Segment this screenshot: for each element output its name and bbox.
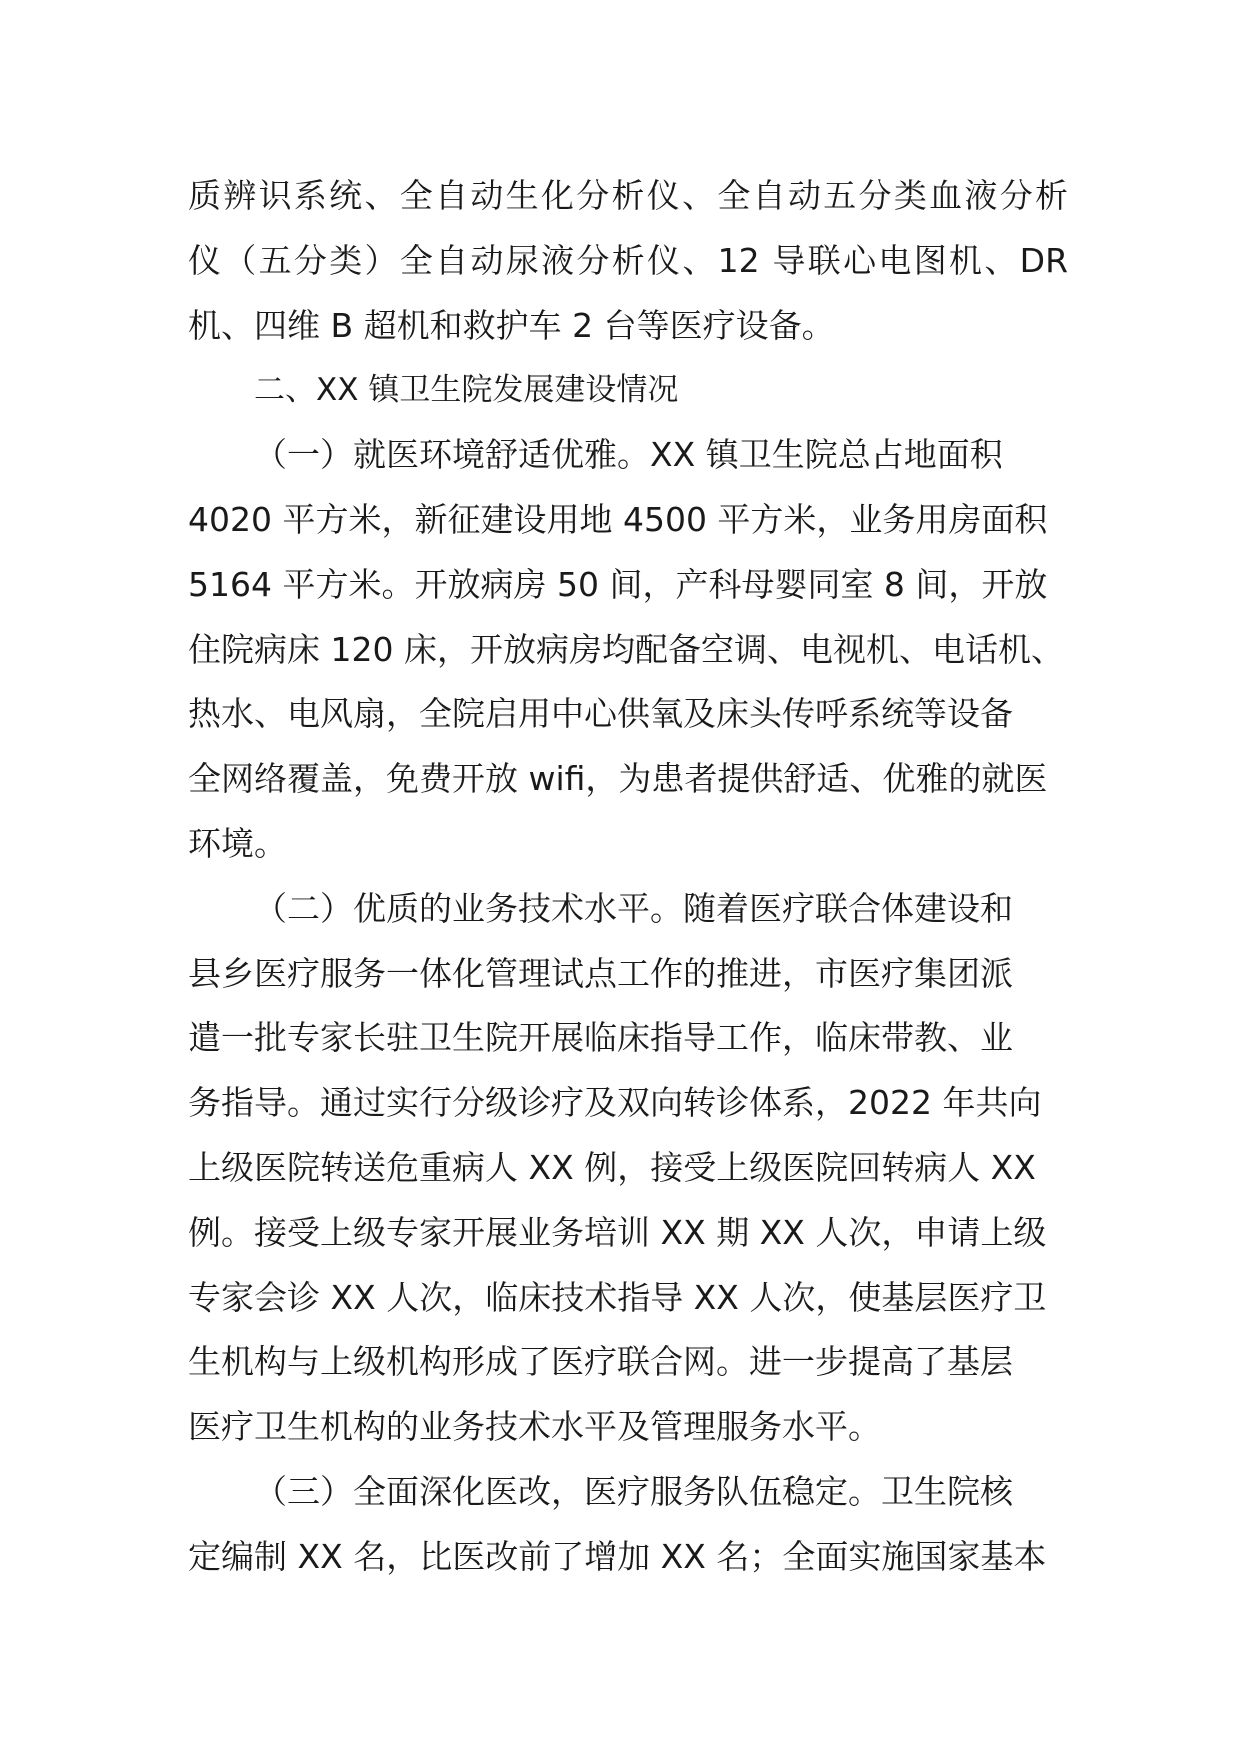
paragraph-line: 住院病床 120 床，开放病房均配备空调、电视机、电话机、: [188, 629, 1064, 669]
paragraph-line: 仪（五分类）全自动尿液分析仪、12 导联心电图机、DR: [188, 240, 1068, 280]
paragraph-line: 5164 平方米。开放病房 50 间，产科母婴同室 8 间，开放: [188, 564, 1048, 604]
paragraph-line: 遣一批专家长驻卫生院开展临床指导工作，临床带教、业: [188, 1018, 1013, 1058]
paragraph-line: （三）全面深化医改，医疗服务队伍稳定。卫生院核: [254, 1471, 1013, 1511]
paragraph-line: 医疗卫生机构的业务技术水平及管理服务水平。: [188, 1407, 881, 1447]
paragraph-line: 4020 平方米，新征建设用地 4500 平方米，业务用房面积: [188, 499, 1048, 539]
paragraph-line: 质辨识系统、全自动生化分析仪、全自动五分类血液分析: [188, 176, 1068, 215]
paragraph-line: 上级医院转送危重病人 XX 例，接受上级医院回转病人 XX: [188, 1147, 1036, 1187]
paragraph-line: 热水、电风扇，全院启用中心供氧及床头传呼系统等设备: [188, 694, 1013, 734]
paragraph-line: 专家会诊 XX 人次，临床技术指导 XX 人次，使基层医疗卫: [188, 1277, 1047, 1317]
paragraph-line: 务指导。通过实行分级诊疗及双向转诊体系，2022 年共向: [188, 1083, 1042, 1123]
section-heading: 二、XX 镇卫生院发展建设情况: [254, 372, 679, 409]
paragraph-line: 例。接受上级专家开展业务培训 XX 期 XX 人次，申请上级: [188, 1212, 1047, 1252]
paragraph-line: 生机构与上级机构形成了医疗联合网。进一步提高了基层: [188, 1342, 1013, 1382]
paragraph-line: 环境。: [188, 823, 287, 863]
paragraph-line: （一）就医环境舒适优雅。XX 镇卫生院总占地面积: [254, 435, 1003, 475]
document-body: [188, 164, 1068, 1590]
paragraph-line: 机、四维 B 超机和救护车 2 台等医疗设备。: [188, 305, 835, 345]
paragraph-line: 定编制 XX 名，比医改前了增加 XX 名；全面实施国家基本: [188, 1536, 1047, 1576]
paragraph-line: （二）优质的业务技术水平。随着医疗联合体建设和: [254, 888, 1013, 928]
paragraph-line: 全网络覆盖，免费开放 wifi，为患者提供舒适、优雅的就医: [188, 759, 1048, 799]
paragraph-line: 县乡医疗服务一体化管理试点工作的推进，市医疗集团派: [188, 953, 1013, 993]
